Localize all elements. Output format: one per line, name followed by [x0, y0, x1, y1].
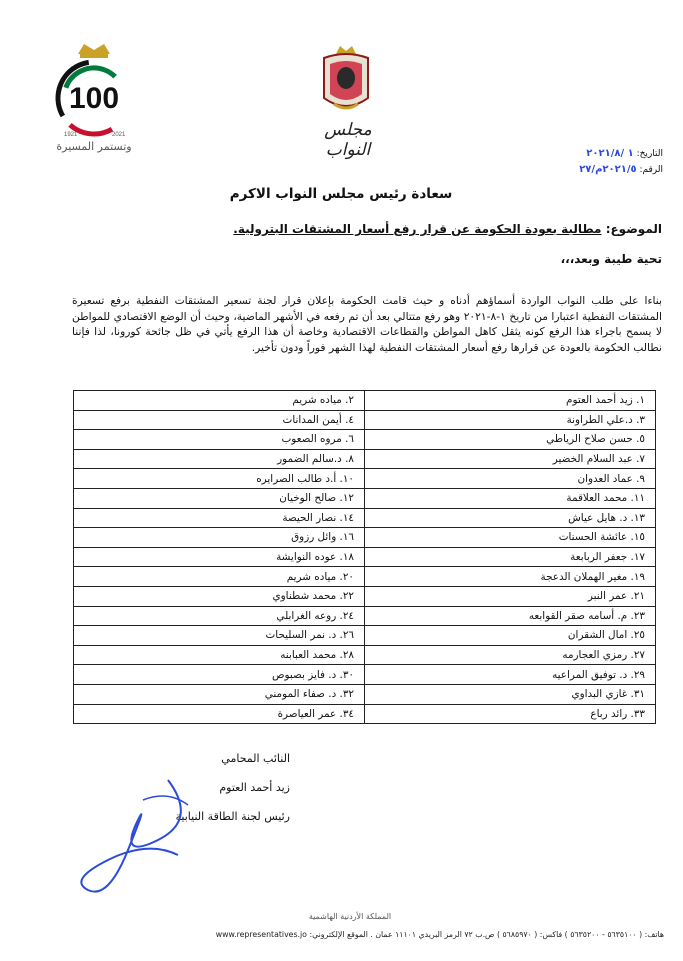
- table-row: [74, 547, 656, 567]
- date-label: التاريخ:: [636, 149, 663, 159]
- table-cell: ١٢. صالح الوخيان: [74, 488, 365, 508]
- table-cell: ٢. مياده شريم: [74, 391, 365, 411]
- table-cell: ١٣. د. هايل عياش: [365, 508, 656, 528]
- table-cell: ٢٦. د. نمر السليحات: [74, 626, 365, 646]
- table-cell: ٩. عماد العدوان: [365, 469, 656, 489]
- subject-line: [76, 222, 662, 236]
- table-cell: ٢٣. م. أسامه صقر القوابعه: [365, 606, 656, 626]
- signatory-name: زيد أحمد العتوم: [219, 781, 290, 794]
- parliament-name: مجلس النواب: [324, 120, 372, 160]
- reference-label: الرقم:: [639, 165, 663, 175]
- signatory-position: رئيس لجنة الطاقة النيابية: [175, 810, 290, 823]
- table-cell: ٢٨. محمد العبابنه: [74, 645, 365, 665]
- centennial-tagline: وتستمر المسيرة: [56, 140, 132, 153]
- subject-label: الموضوع:: [605, 222, 662, 236]
- centennial-number: 100: [68, 82, 120, 115]
- table-row: [74, 391, 656, 411]
- coat-of-arms: [318, 46, 374, 116]
- subject-text: مطالبة بعودة الحكومة عن قرار رفع أسعار المشتقات البترولية.: [233, 222, 602, 236]
- table-row: [74, 430, 656, 450]
- table-cell: ١٥. عائشة الحسنات: [365, 528, 656, 548]
- table-row: [74, 567, 656, 587]
- table-row: [74, 508, 656, 528]
- table-cell: ١٦. وائل رزوق: [74, 528, 365, 548]
- table-cell: ١٧. جعفر الربابعة: [365, 547, 656, 567]
- centennial-year-start: 1921: [64, 132, 78, 138]
- salutation: سعادة رئيس مجلس النواب الاكرم: [229, 186, 453, 202]
- table-row: [74, 606, 656, 626]
- table-cell: ٣٣. رائد رباع: [365, 704, 656, 724]
- table-row: [74, 410, 656, 430]
- table-cell: ٢٤. روعه الغرابلي: [74, 606, 365, 626]
- table-cell: ٥. حسن صلاح الرياطي: [365, 430, 656, 450]
- table-cell: ١١. محمد العلاقمة: [365, 488, 656, 508]
- table-row: [74, 488, 656, 508]
- table-row: [74, 449, 656, 469]
- table-cell: ٢٩. د. توفيق المراعيه: [365, 665, 656, 685]
- footer-website-link[interactable]: www.representatives.jo: [215, 930, 307, 939]
- table-row: [74, 704, 656, 724]
- table-cell: ١٤. نصار الحيصة: [74, 508, 365, 528]
- table-row: [74, 684, 656, 704]
- footer-contact-text: هاتف: ( ٥٦٣٥١٠٠ - ٥٦٣٥٢٠٠ ) فاكس: ( ٥٦٨٥٩٧٠ ) ص.ب ٧٢ الرمز البريدي ١١١٠١ عمان . الموقع الإلكتروني:: [309, 930, 664, 939]
- table-cell: ٢٧. رمزي العجارمه: [365, 645, 656, 665]
- table-cell: ١٠. أ.د طالب الصرايره: [74, 469, 365, 489]
- table-cell: ١٩. مغير الهملان الدعجة: [365, 567, 656, 587]
- handwritten-signature: [48, 760, 208, 910]
- footer-contact: [92, 930, 664, 939]
- date-reference-block: [555, 146, 663, 178]
- table-cell: ٢١. عمر النبر: [365, 586, 656, 606]
- table-cell: ٦. مروه الصعوب: [74, 430, 365, 450]
- signatory-title: النائب المحامي: [221, 752, 290, 765]
- table-cell: ١٨. عوده النوايشة: [74, 547, 365, 567]
- footer-org: المملكة الأردنية الهاشمية: [308, 912, 392, 921]
- table-row: [74, 469, 656, 489]
- table-cell: ٨. د.سالم الضمور: [74, 449, 365, 469]
- letter-body: بناءا على طلب النواب الواردة أسماؤهم أدناه و حيث قامت الحكومة بإعلان قرار لجنة تسعير المشتقات النفطية برفع تسعيرة المشتقات النفطية اعتبارا من تاريخ ١-٨-٢٠٢١ وهو رفع متتالي بعد أن تم رفعه في الأشهر الماضية، وحيث أن الوضع الاقتصادي للمواطن لا يسمح باجراء هذا الرفع كونه يثقل كاهل المواطن والقطاعات الاقتصادية وخاصة أن هذا الرفع يأتي في ظل جائحة كورونا، لذا فإننا نطالب الحكومة بالعودة عن قرارها رفع أسعار المشتقات النفطية لهذا الشهر فوراً ودون تأخير.: [72, 294, 662, 354]
- table-cell: ٢٢. محمد شطناوي: [74, 586, 365, 606]
- reference-value: ٢٠٢١/٥م/٢٧: [579, 164, 637, 175]
- table-row: [74, 586, 656, 606]
- table-cell: ٣١. غازي البداوي: [365, 684, 656, 704]
- table-cell: ٢٠. مياده شريم: [74, 567, 365, 587]
- table-row: [74, 665, 656, 685]
- table-row: [74, 528, 656, 548]
- table-cell: ٣٢. د. صفاء المومني: [74, 684, 365, 704]
- greeting: تحية طيبة وبعد،،،: [560, 252, 662, 266]
- table-cell: ٣. د.علي الطراونة: [365, 410, 656, 430]
- centennial-logo: [48, 40, 140, 160]
- signatories-table: [73, 390, 656, 724]
- table-row: [74, 645, 656, 665]
- table-cell: ٢٥. امال الشقران: [365, 626, 656, 646]
- date-value: ١ /٢٠٢١/٨: [586, 148, 634, 159]
- table-cell: ١. زيد أحمد العتوم: [365, 391, 656, 411]
- table-cell: ٣٠. د. فايز بصبوص: [74, 665, 365, 685]
- table-row: [74, 626, 656, 646]
- table-cell: ٣٤. عمر العياصرة: [74, 704, 365, 724]
- coat-of-arms-icon: [318, 46, 374, 116]
- centennial-emblem-icon: [48, 40, 140, 140]
- table-cell: ٧. عبد السلام الخضير: [365, 449, 656, 469]
- centennial-year-end: 2021: [112, 132, 126, 138]
- table-cell: ٤. أيمن المدانات: [74, 410, 365, 430]
